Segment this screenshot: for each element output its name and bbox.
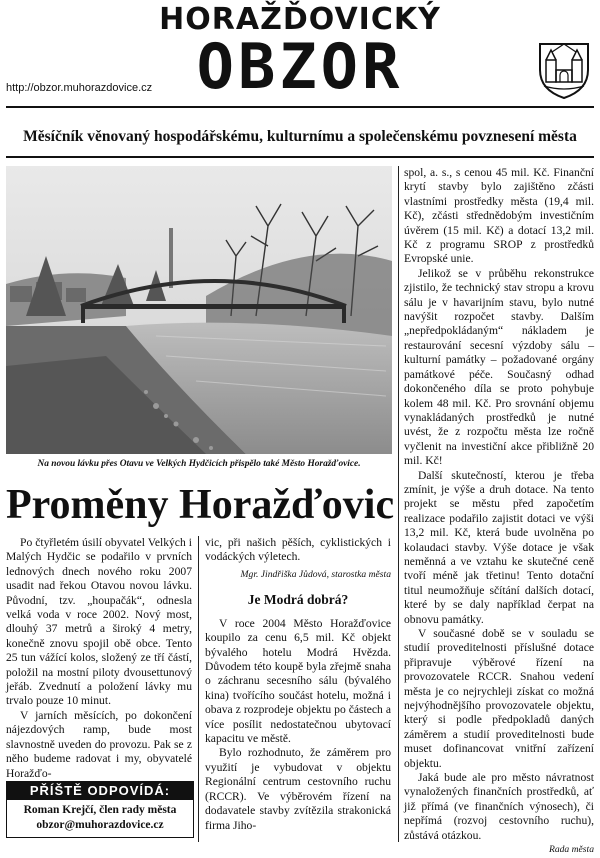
masthead-title-main: OBZOR bbox=[196, 30, 404, 103]
section-subhead: Je Modrá dobrá? bbox=[247, 591, 349, 607]
article-column-2 bbox=[205, 536, 391, 833]
paragraph: Jaká bude ale pro město návratnost vynaložených finančních prostředků, ať již přímá (ve finančních výnosech), či nepřímá (rozvoj cestovního ruchu), zůstává otázkou. bbox=[404, 771, 594, 842]
paragraph: Po čtyřletém úsilí obyvatel Velkých i Malých Hydčic se podařilo v prvních lednových dnech nového roku 2007 usadit nad řekou Otavou novou lávku. Původní, tzv. „houpačák“, odnesla velká voda v roce 2002. Nový most, dlouhý 37 metrů a široký 4 metry, konečně znovu spojil obě obce. Tento 25 tun vážící kolos, složený ze tří částí, položil na mostní piloty dvousettunový jeřáb. Zvednutí a položení lávky mu trvalo pouze 10 minut. bbox=[6, 536, 192, 708]
town-coat-of-arms-icon bbox=[536, 40, 592, 100]
paragraph: V současné době se v souladu se studií proveditelnosti příslušné dotace připravuje výběrové řízení na provozovatele RCCR. Snahou vedení města je co nejrychleji získat co možná nejvýhodnějšího provozovatele objektu, který si podle předpokladů daných záměrem a studií proveditelnosti bude muset dofinancovat vnitřní zařízení objektu. bbox=[404, 627, 594, 770]
masthead-title-top: HORAŽĎOVICKÝ bbox=[159, 2, 441, 37]
next-responder-email[interactable]: obzor@muhorazdovice.cz bbox=[36, 819, 164, 831]
paragraph: spol, a. s., s cenou 45 mil. Kč. Finanční krytí stavby bylo zajištěno zčásti vlastními prostředky města (19,4 mil. Kč), zčásti střednědobým investičním úvěrem (15 mil. Kč) a dotací 13,2 mil. Kč z programu SROP z prostředků Evropské unie. bbox=[404, 166, 594, 266]
column-divider bbox=[198, 536, 199, 842]
photo-caption: Na novou lávku přes Otavu ve Velkých Hydčicích přispělo také Město Horažďovice. bbox=[37, 459, 361, 469]
bridge-photo bbox=[6, 166, 392, 454]
paragraph: V roce 2004 Město Horažďovice koupilo za cenu 6,5 mil. Kč objekt bývalého hotelu Modrá Hvězda. Důvodem této koupě byla zřejmě snaha o záchranu secesního sálu (bývalého kina) tvořícího součást hotelu, možná i obava z rozprodeje objektu po částech a více posílit nedostatečnou ubytovací kapacitu ve městě. bbox=[205, 616, 391, 746]
next-responder-header: PŘÍŠTĚ ODPOVÍDÁ: bbox=[7, 782, 193, 800]
masthead-rule-top bbox=[6, 106, 594, 108]
article-headline: Proměny Horažďovic bbox=[6, 482, 395, 528]
next-responder-name: Roman Krejčí, člen rady města bbox=[23, 804, 177, 816]
article-column-1 bbox=[6, 536, 192, 781]
website-url[interactable]: http://obzor.muhorazdovice.cz bbox=[6, 82, 153, 94]
masthead-tagline: Měsíčník věnovaný hospodářskému, kulturnímu a společenskému povznesení města bbox=[23, 128, 577, 145]
column-divider bbox=[398, 166, 399, 842]
paragraph: V jarních měsících, po dokončení nájezdových ramp, bude most slavnostně uveden do provozu. Pak se z něho budeme radovat i my, obyvatelé Horažďo- bbox=[6, 708, 192, 780]
masthead-rule-bottom bbox=[6, 156, 594, 158]
article-signature: Mgr. Jindřiška Jůdová, starostka města bbox=[240, 568, 391, 580]
paragraph: vic, při našich pěších, cyklistických i vodáckých výletech. bbox=[205, 536, 391, 564]
next-responder-box bbox=[6, 781, 194, 838]
article-signature-council: Rada města bbox=[548, 844, 594, 856]
paragraph: Jelikož se v průběhu rekonstrukce zjistilo, že technický stav stropu a krovu sálu je v havarijním stavu, bylo nutné navýšit rozpočet stavby. Dalším „nepředpokládaným“ nákladem je restaurování secesní výzdoby sálu – kulturní památky – požadované orgány památkové péče. Současný odhad dokončeného díla se proto pohybuje kolem 48 mil. Kč. Pro srovnání objemu vynakládaných prostředků je nutné uvést, že z rozpočtu města lze ročně vyčlenit na investiční akce přibližně 20 mil. Kč! bbox=[404, 266, 594, 468]
paragraph: Další skutečností, kterou je třeba zmínit, je výše a druh dotace. Na tento projekt se městu před započetím realizace podařilo zajistit dotaci ve výši 13,2 mil. Kč, která bude uvolněna po kolaudaci stavby. Výše dotace je však neměnná a ve vztahu ke skutečné ceně tvoří méně jak třetinu! Tento dotační titul neumožňuje sčítání dalších dotací, které by se daly například čerpat na obnovu památky. bbox=[404, 468, 594, 626]
paragraph: Bylo rozhodnuto, že záměrem pro využití je vybudovat v objektu Regionální centrum cestovního ruchu (RCCR). Ve výběrovém řízení na dodavatele stavby zvítězila strakonická firma Jiho- bbox=[205, 746, 391, 832]
article-column-3 bbox=[404, 166, 594, 858]
